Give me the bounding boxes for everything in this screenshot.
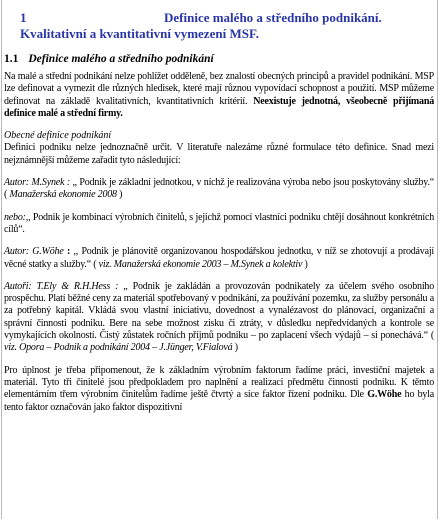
general-definitions-text: Definici podniku nelze jednoznačně určit. V literatuře nalezáme různé formulace této definice. Snad mezi nejznámnější můžeme zařadit tyto následující: [4,142,434,166]
paragraph-intro-text: Na malé a střední podnikání nelze pohlížet odděleně, bez znalostí obecných principů a pravidel podnikání. MSP lze definovat a vymezit dle různých hledisek, které mají různou vypovídací schopnost a použití. MSP můžeme definovat na základě kvalitativních, kvantitativních kritérií. [4,71,434,107]
paragraph-production-factors-end: ho byla tento faktor označován jako faktor dispozitivní [4,389,434,413]
definition-wohe-colon: : [63,246,74,258]
definition-wohe-source: viz. Manažerská ekonomie 2003 – M.Synek a kolektiv [96,258,305,270]
definition-wohe-author: Autor: G.Wöhe [4,246,64,258]
definition-synek-author: Autor: M.Synek : [4,177,70,189]
section-number: 1.1 [4,53,19,65]
chapter-heading [4,10,434,42]
chapter-title-line1: Definice malého a středního podnikání. [164,10,382,25]
definition-kombinace [4,212,434,237]
left-margin-line [1,0,2,519]
document-content [4,10,434,422]
general-definitions-heading: Obecné definice podnikání [4,130,112,142]
definition-ely-hess-author: Autoři: T.Ely & R.H.Hess : [4,280,119,292]
paragraph-production-factors [4,365,434,414]
section-title: Definice malého a středního podnikání [28,53,214,65]
section-heading [4,52,434,66]
definition-kombinace-text: ,, Podnik je kombinací výrobních činitelů, s jejichž pomocí vlastníci podniku chtějí dosáhnout konkrétních cílů“. [4,211,434,235]
definition-ely-hess-end: ) [234,342,238,354]
definition-wohe-end: ) [304,258,308,270]
definition-kombinace-author: nebo: [4,211,26,223]
definition-synek-end: ) [119,189,123,201]
right-margin-line [437,0,438,519]
paragraph-production-factors-text: Pro úplnost je třeba připomenout, že k základním výrobním faktorum řadíme práci, investiční majetek a materiál. Tyto tři činitelé jsou předpokladem pro naplnění a realizaci předmětu činnosti podniku. K těmto elementárním třem výrobním činitelům řadíme ještě čtvrtý a sice faktor řízení podniku. Dle [4,364,434,401]
definition-synek-source: Manažerská ekonomie 2008 [7,189,120,201]
chapter-number: 1 [20,10,27,25]
paragraph-intro-bold: Neexistuje jednotná, všeobecně přijímaná definice malé a střední firmy. [4,95,434,119]
definition-synek-text: „ Podnik je základní jednotkou, v níchž je realizována výroba nebo jsou poskytovány služby.“ ( [4,177,434,201]
definition-wohe [4,246,434,271]
paragraph-intro [4,71,434,120]
definition-ely-hess-text: „ Podnik je zakládán a provozován podnikately za účelem svého osobního prospěchu. Platí běžné ceny za materiál spotřebovaný v podnikání, za používání pozemku, za služby personálu a za potřebný kapitál. Vkládá svou vlastní iniciativu, dovednost a vynalézavost do plánovací, organizační a správní činnosti podniku. Bere na sebe možnost zisku či ztráty, v důsledku nepředvídaných a kontrole se vymykajících okolností. Čistý zůstatek ročních příjmů podniku – po zaplacení všech výdajů – si ponechává.“ ( [4,280,435,342]
definition-synek [4,177,434,202]
definition-ely-hess-source: viz. Opora – Podnik a podnikání 2004 – J.Jünger, V.Fialová [4,342,235,354]
definition-wohe-text: ,, Podnik je plánovitě organizovanou hospodářskou jednotku, v níž se zhotovují a prodávají věcné statky a služby.“ ( [4,246,434,270]
definition-ely-hess [4,281,434,355]
paragraph-production-factors-bold: G.Wöhe [367,389,402,401]
chapter-title-line2: Kvalitativní a kvantitativní vymezení MSF. [20,26,259,41]
